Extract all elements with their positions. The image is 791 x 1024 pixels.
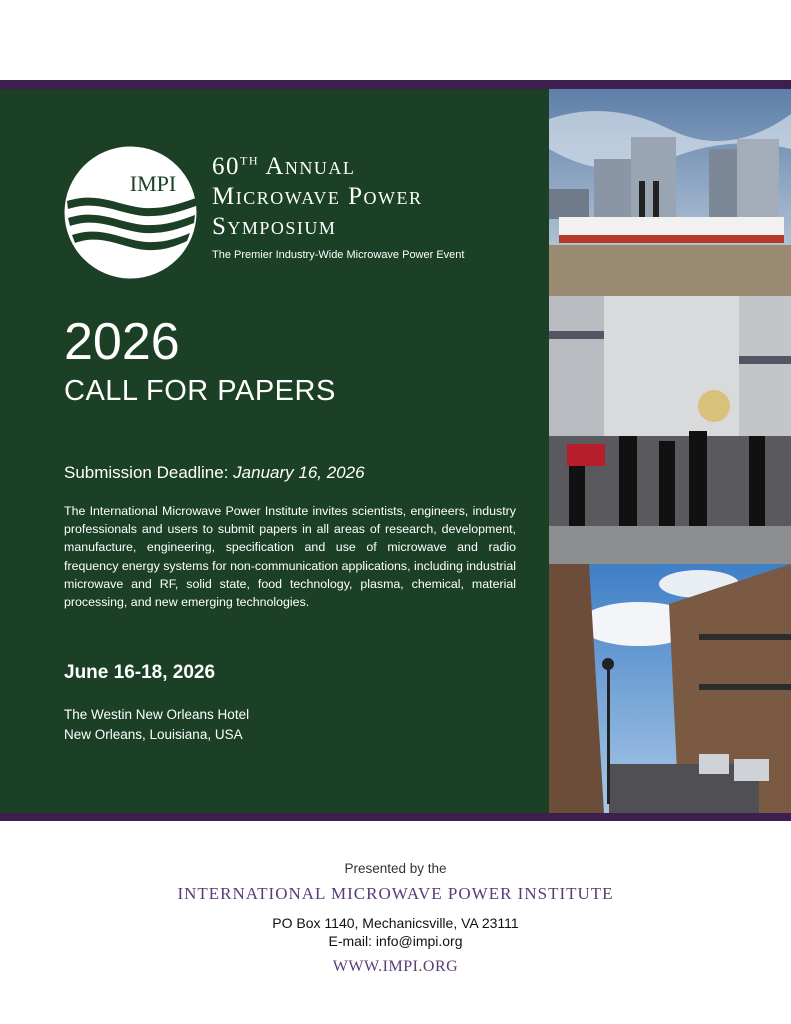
email-link[interactable]: E-mail: info@impi.org — [328, 933, 463, 949]
symposium-title — [212, 152, 423, 242]
edition-suffix: TH — [240, 153, 259, 168]
deadline-date: January 16, 2026 — [233, 463, 365, 482]
logo-wordmark: IMPI — [129, 171, 177, 196]
postal-address: PO Box 1140, Mechanicsville, VA 23111 — [272, 915, 519, 931]
description-paragraph: The International Microwave Power Institute invites scientists, engineers, industry professionals and users to submit papers in all areas of research, development, manufacture, engineering, specification and use of microwave and radio frequency energy systems for non-communication applications, including industrial microwave and RF, solid state, food technology, plasma, chemical, material processing, and new emerging technologies. — [64, 504, 516, 610]
event-date: June 16-18, 2026 — [64, 662, 216, 683]
deadline-label: Submission Deadline: — [64, 463, 234, 482]
call-for-papers-heading: CALL FOR PAPERS — [64, 375, 336, 407]
website-link[interactable]: WWW.IMPI.ORG — [332, 958, 459, 975]
organization-name: INTERNATIONAL MICROWAVE POWER INSTITUTE — [177, 884, 614, 903]
venue-block — [64, 705, 249, 745]
edition-number: 60 — [212, 153, 240, 180]
riverboat-photo — [549, 89, 791, 296]
venue-hotel: The Westin New Orleans Hotel — [64, 707, 250, 722]
title-line2: Microwave Power — [212, 183, 423, 210]
year-heading: 2026 — [64, 313, 180, 371]
bottom-accent-band — [0, 813, 791, 821]
title-line3: Symposium — [212, 213, 337, 240]
jazz-band-street-photo — [549, 296, 791, 564]
french-quarter-street-photo — [549, 564, 791, 813]
presented-by: Presented by the — [344, 861, 447, 876]
top-accent-band — [0, 80, 791, 89]
title-line1: Annual — [259, 153, 356, 180]
contact-block — [0, 914, 791, 950]
impi-logo — [64, 146, 197, 279]
venue-city: New Orleans, Louisiana, USA — [64, 727, 243, 742]
submission-deadline — [64, 463, 365, 483]
symposium-tagline: The Premier Industry-Wide Microwave Power Event — [212, 249, 465, 261]
